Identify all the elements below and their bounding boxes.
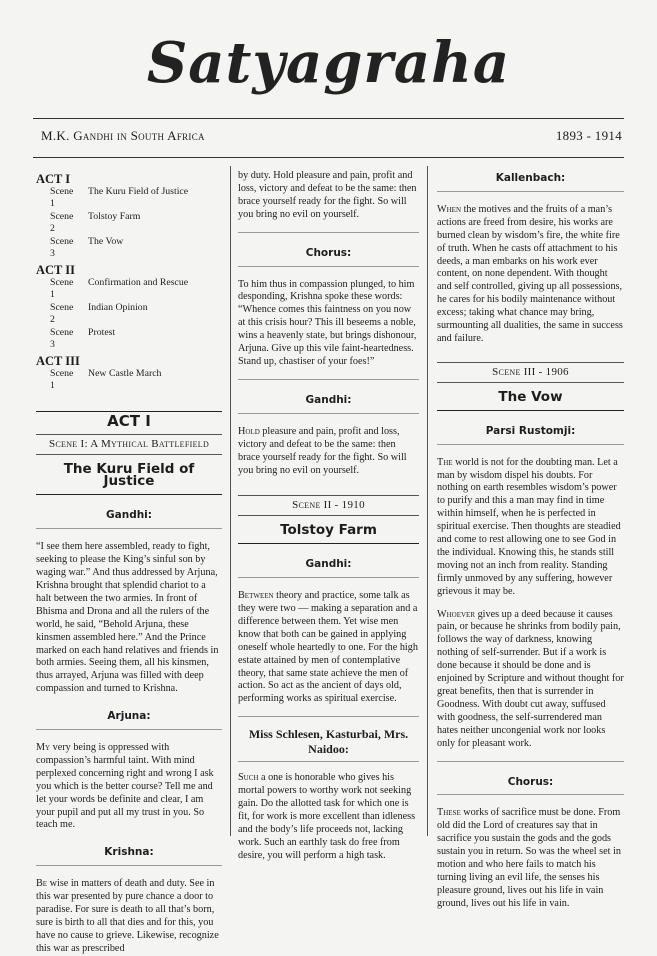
speech-text: Hold pleasure and pain, profit and loss, victory and defeat to be the same: then brace yourself ready for the fight. So will you bring no evil on yourself. [238,425,407,476]
column-divider [427,166,428,836]
divider [238,379,419,380]
column-divider [230,166,231,836]
masthead-title: Satyagraha [146,30,511,96]
column-2 [238,170,419,863]
speaker-label: Parsi Rustomji: [437,425,624,445]
speech-text: Be wise in matters of death and duty. See in this war presented by pure chance a door to paradise. For sure is death to all that’s born, sure is birth to all that dies and for this, you have no cause to grieve. Likewise, recognize this war as prescribed [36,878,219,954]
toc-act: ACT II [36,262,76,277]
toc-act: ACT III [36,353,80,368]
toc-scene: Scene 1 New Castle March [50,367,162,392]
scene-title: Tolstoy Farm [238,524,419,544]
speech-text: Such a one is honorable who gives his mortal powers to worthy work not seeking gain. Do the allotted task for which one is fit, for work is more excellent than idleness and the body’s life proceeds not, lacking work. Such an earthly task do free from desire, you will perform a high task. [238,772,416,861]
speaker-label: Gandhi: [238,558,419,578]
scene-title: The Kuru Field of Justice [36,463,222,496]
divider [437,761,624,762]
toc-scene: Scene 3 Protest [50,326,116,351]
toc-scene: Scene 1 Confirmation and Rescue [50,276,189,301]
speech-text: When the motives and the fruits of a man’s actions are freed from desire, his works are burned clean by wisdom’s fire, the white fire of truth. When he casts off attachment to his deeds, a man embarks on his work ever content, on none dependent. With thought and self controlled, giving up all possessions, he cares for his bodily maintenance without excess; taking what chance may bring, surmounting all dualities, the same in success and failure. [437,203,623,344]
speaker-label: Gandhi: [238,394,419,414]
speech-text: To him thus in compassion plunged, to him desponding, Krishna spoke these words: “Whence comes this faintness on you now at this crisis hour? This ill beseems a noble, wins a heavenly state, but brings dishonour, Arjuna. Give up this vile faint-heartedness. Stand up, chastiser of your foes!” [238,278,417,367]
speech-text: Between theory and practice, some talk as they were two — making a separation and a difference between them. Yet wise men know that both can be gained in applying oneself whole heartedly to one. For the high estate attained by men of contemplative theory, that same state achieve the men of action. So act as the ancient of days old, performing works as spiritual exercise. [238,590,418,705]
column-1 [36,170,222,956]
speaker-label: Krishna: [36,846,222,866]
speaker-label: Chorus: [437,776,624,796]
divider [238,232,419,233]
column-3 [437,170,624,911]
years: 1893 - 1914 [555,128,622,143]
speech-text: My very being is oppressed with compassion’s harmful taint. With mind perplexed concerning right and wrong I ask you which is the better course? Tell me and let your words be definite and clear, I am your pupil and put all my trust in you. So teach me. [36,742,214,831]
toc-scene: Scene 3 The Vow [50,235,124,260]
toc-act: ACT I [36,172,71,186]
scene-title: The Vow [437,391,624,411]
speaker-label: Chorus: [238,247,419,267]
toc-scene: Scene 1 The Kuru Field of Justice [50,185,189,210]
speech-text: “I see them here assembled, ready to fight, seeking to please the King’s sinful son by waging war.” And thus addressed by Arjuna, Krishna brought that splendid chariot to a halt between the two armies. In front of Bhisma and Drona and all the rulers of the world, he said, “Behold Arjuna, these kinsmen assembled here.” And the Prince marked on each hand relatives and friends in both armies. Seeing them, all his kinsmen, thus arrayed, Arjuna was filled with deep compassion and turned to Krishna. [36,541,219,695]
speaker-label: Miss Schlesen, Kasturbai, Mrs. Naidoo: [238,727,419,762]
toc-scene: Scene 2 Indian Opinion [50,301,148,326]
scene-heading: Scene III - 1906 [437,362,624,383]
divider [238,716,419,717]
table-of-contents [36,173,222,393]
toc-scene: Scene 2 Tolstoy Farm [50,210,141,235]
speech-text: The world is not for the doubting man. Let a man by wisdom dispel his doubts. For nothing on earth resembles wisdom’s power to purify and this a man may find in time within himself, when he is perfected in spiritual exercise. Then thoughts are steadied and come to rest allowing one to see God in the individual. Knowing this, he stands still moving not an inch from reality. Standing firmly unmoved by any suffering, however grievous it may be. [437,456,621,597]
speaker-label: Kallenbach: [437,172,624,192]
speech-text: Whoever gives up a deed because it causes pain, or because he shrinks from bodily pain, follows the way of darkness, knowing nothing of self-surrender. But if a work is done because it should be done and is enjoined by Scripture and without thought for great benefits, then that is surrender in Goodness. With doubt cut away, suffused with goodness, the self-surrendered man hates neither uncongenial work nor looks only for pleasant work. [437,608,624,749]
header-band [33,118,624,158]
scene-heading: Scene II - 1910 [238,495,419,516]
speech-text: These works of sacrifice must be done. From old did the Lord of creatures say that in sacrifice you sustain the gods and the gods sustain you in return. So was the wheel set in motion and who here fails to match his turning living an evil life, the senses his pleasure ground, lives out his life in vain ground, lives out his life in vain. [437,807,621,909]
act-heading: ACT I [36,411,222,428]
scene-heading: Scene I: A Mythical Battlefield [36,434,222,455]
speaker-label: Arjuna: [36,710,222,730]
speech-text: by duty. Hold pleasure and pain, profit and loss, victory and defeat to be the same: then brace yourself ready for the fight. So will you bring no evil on yourself. [238,170,417,220]
speaker-label: Gandhi: [36,509,222,529]
subtitle: M.K. Gandhi in South Africa [41,128,205,143]
